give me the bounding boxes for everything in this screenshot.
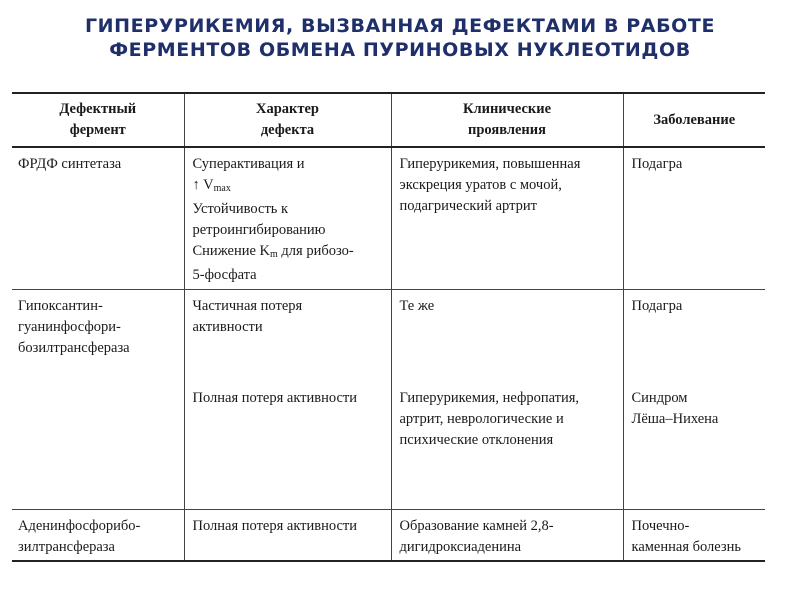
cell-text: подагрический артрит (399, 198, 537, 214)
cell-text: Подагра (631, 297, 683, 314)
table-row (12, 147, 765, 289)
cell-text: дигидроксиаденина (399, 538, 522, 555)
cell-text: Снижение K (192, 243, 271, 259)
cell-text: Полная потеря активности (192, 517, 358, 534)
cell-text: Образование камней 2,8- (399, 517, 554, 534)
cell-text: экскреция уратов с мочой, (399, 177, 562, 193)
header-enzyme (12, 93, 184, 147)
slide-title (0, 14, 800, 62)
cell-clinical (391, 509, 623, 561)
cell-text: Устойчивость к (192, 201, 289, 217)
header-text: Характер (255, 101, 319, 117)
cell-text: V (203, 177, 214, 193)
cell-text: ретроингибированию (192, 222, 326, 238)
cell-defect (184, 289, 391, 509)
cell-defect (184, 147, 391, 289)
cell-text: Частичная потеря (192, 297, 303, 314)
cell-defect (184, 509, 391, 561)
cell-disease (623, 147, 765, 289)
cell-text: Аденинфосфорибо- (18, 517, 141, 534)
spacer (632, 338, 760, 388)
slide-title-line-1: ГИПЕРУРИКЕМИЯ, ВЫЗВАННАЯ ДЕФЕКТАМИ В РАБОТЕ (84, 15, 716, 37)
vmax-line (193, 175, 385, 199)
cell-text: Суперактивация и (192, 156, 305, 172)
header-text: проявления (467, 122, 546, 138)
header-row (12, 93, 765, 147)
cell-text: психические отклонения (399, 431, 554, 448)
header-text: Клинические (462, 101, 552, 117)
cell-text: Подагра (631, 156, 683, 172)
spacer-line (400, 317, 617, 338)
cell-text: ФРДФ синтетаза (18, 156, 122, 172)
cell-text: Гиперурикемия, нефропатия, (399, 389, 580, 406)
header-text: Дефектный (59, 101, 137, 117)
km-line (193, 241, 385, 265)
cell-text: Лёша–Нихена (631, 410, 719, 427)
cell-disease (623, 289, 765, 509)
cell-text: бозилтрансфераза (18, 339, 130, 356)
header-disease (623, 93, 765, 147)
table-header (12, 93, 765, 147)
cell-enzyme (12, 509, 184, 561)
cell-clinical (391, 147, 623, 289)
header-text: Заболевание (653, 111, 736, 128)
cell-text: активности (192, 318, 263, 335)
cell-enzyme (12, 147, 184, 289)
up-arrow-icon: ↑ (192, 177, 200, 193)
enzyme-defects-table (12, 92, 765, 562)
cell-text: 5-фосфата (192, 267, 257, 283)
cell-text: гуанинфосфори- (18, 318, 121, 335)
cell-disease (623, 509, 765, 561)
cell-text: Те же (399, 297, 435, 314)
cell-clinical (391, 289, 623, 509)
cell-text: артрит, неврологические и (399, 410, 564, 427)
cell-text: Полная потеря активности (192, 389, 358, 406)
table-row (12, 509, 765, 561)
cell-text: Гиперурикемия, повышенная (399, 156, 581, 172)
cell-text: каменная болезнь (631, 538, 742, 555)
header-defect (184, 93, 391, 147)
table-row (12, 289, 765, 509)
spacer (193, 338, 385, 388)
slide-title-line-2: ФЕРМЕНТОВ ОБМЕНА ПУРИНОВЫХ НУКЛЕОТИДОВ (109, 39, 691, 61)
header-clinical (391, 93, 623, 147)
cell-text: Гипоксантин- (18, 297, 103, 314)
cell-enzyme (12, 289, 184, 509)
header-text: фермент (69, 122, 126, 138)
subscript-max: max (213, 183, 231, 194)
cell-text: Почечно- (631, 517, 690, 534)
cell-text: Синдром (631, 389, 688, 406)
header-text: дефекта (260, 122, 315, 138)
spacer-line (632, 317, 760, 338)
subscript-m: m (270, 249, 278, 260)
cell-text: для рибозо- (277, 243, 354, 259)
spacer (400, 338, 617, 388)
cell-text: зилтрансфераза (18, 538, 115, 555)
